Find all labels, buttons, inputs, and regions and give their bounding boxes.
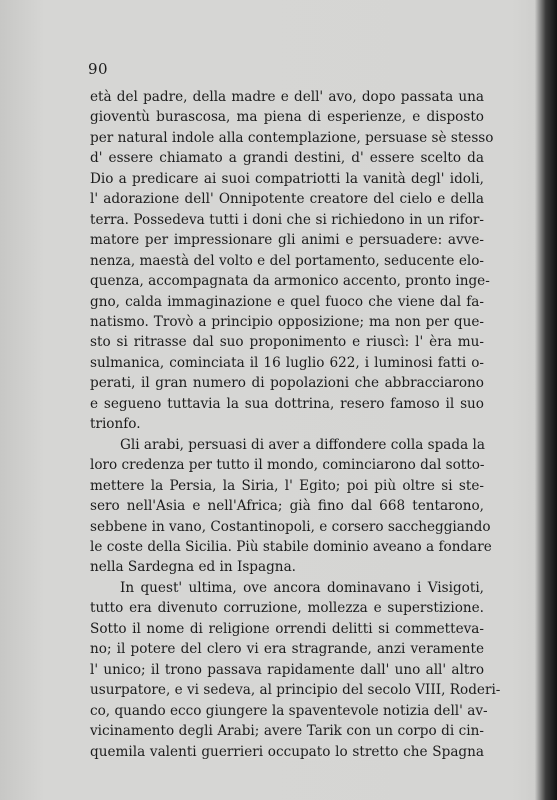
text-line: quenza, accompagnata da armonico accento, pronto inge- — [90, 273, 490, 290]
text-line: terra. Possedeva tutti i doni che si richiedono in un rifor- — [90, 211, 484, 228]
text-line: l' adorazione dell' Onnipotente creatore del cielo e della — [90, 191, 484, 208]
text-line: le coste della Sicilia. Più stabile dominio aveano a fondare — [90, 538, 492, 555]
text-line: e segueno tuttavia la sua dottrina, resero famoso il suo — [90, 395, 484, 412]
text-line: loro credenza per tutto il mondo, cominciarono dal sotto- — [90, 457, 485, 474]
text-line: In quest' ultima, ove ancora dominavano i Visigoti, — [120, 579, 484, 596]
text-line: Gli arabi, persuasi di aver a diffondere colla spada la — [120, 436, 485, 453]
text-line: Dio a predicare ai suoi compatriotti la vanità degl' idoli, — [90, 170, 484, 187]
text-line: gno, calda immaginazione e quel fuoco che viene dal fa- — [90, 293, 484, 310]
text-line: gioventù burascosa, ma piena di esperienze, e disposto — [90, 109, 484, 126]
text-line: co, quando ecco giungere la spaventevole notizia dell' av- — [90, 702, 488, 719]
text-line: per natural indole alla contemplazione, persuase sè stesso — [90, 129, 494, 146]
text-line: d' essere chiamato a grandi destini, d' essere scelto da — [90, 150, 484, 167]
text-line: sero nell'Asia e nell'Africa; già fino dal 668 tentarono, — [90, 498, 484, 515]
text-line: vicinamento degli Arabi; avere Tarik con un corpo di cin- — [90, 723, 484, 740]
text-line: nella Sardegna ed in Ispagna. — [90, 559, 296, 576]
body-text — [90, 87, 501, 762]
text-line: no; il potere del clero vi era stragrande, anzi veramente — [90, 641, 484, 658]
text-line: età del padre, della madre e dell' avo, dopo passata una — [90, 89, 484, 105]
text-line: trionfo. — [90, 416, 141, 433]
page-number: 90 — [88, 60, 109, 78]
text-line: natismo. Trovò a principio opposizione; ma non per que- — [90, 313, 484, 330]
text-line: sebbene in vano, Costantinopoli, e corsero saccheggiando — [90, 518, 491, 535]
text-line: perati, il gran numero di popolazioni che abbracciarono — [90, 375, 484, 392]
text-line: sto si ritrasse dal suo proponimento e riuscì: l' èra mu- — [90, 334, 484, 351]
text-line: matore per impressionare gli animi e persuadere: avve- — [90, 232, 484, 249]
text-line: mettere la Persia, la Siria, l' Egito; poi più oltre si ste- — [90, 477, 484, 494]
text-line: sulmanica, cominciata il 16 luglio 622, i luminosi fatti o- — [90, 354, 484, 371]
text-line: nenza, maestà del volto e del portamento, seducente elo- — [90, 252, 484, 269]
text-line: tutto era divenuto corruzione, mollezza e superstizione. — [90, 600, 484, 617]
text-line: quemila valenti guerrieri occupato lo stretto che Spagna — [90, 743, 484, 760]
text-line: Sotto il nome di religione orrendi delitti si commetteva- — [90, 620, 484, 637]
text-line: usurpatore, e vi sedeva, al principio del secolo VIII, Roderi- — [90, 682, 501, 699]
text-line: l' unico; il trono passava rapidamente dall' uno all' altro — [90, 661, 484, 678]
